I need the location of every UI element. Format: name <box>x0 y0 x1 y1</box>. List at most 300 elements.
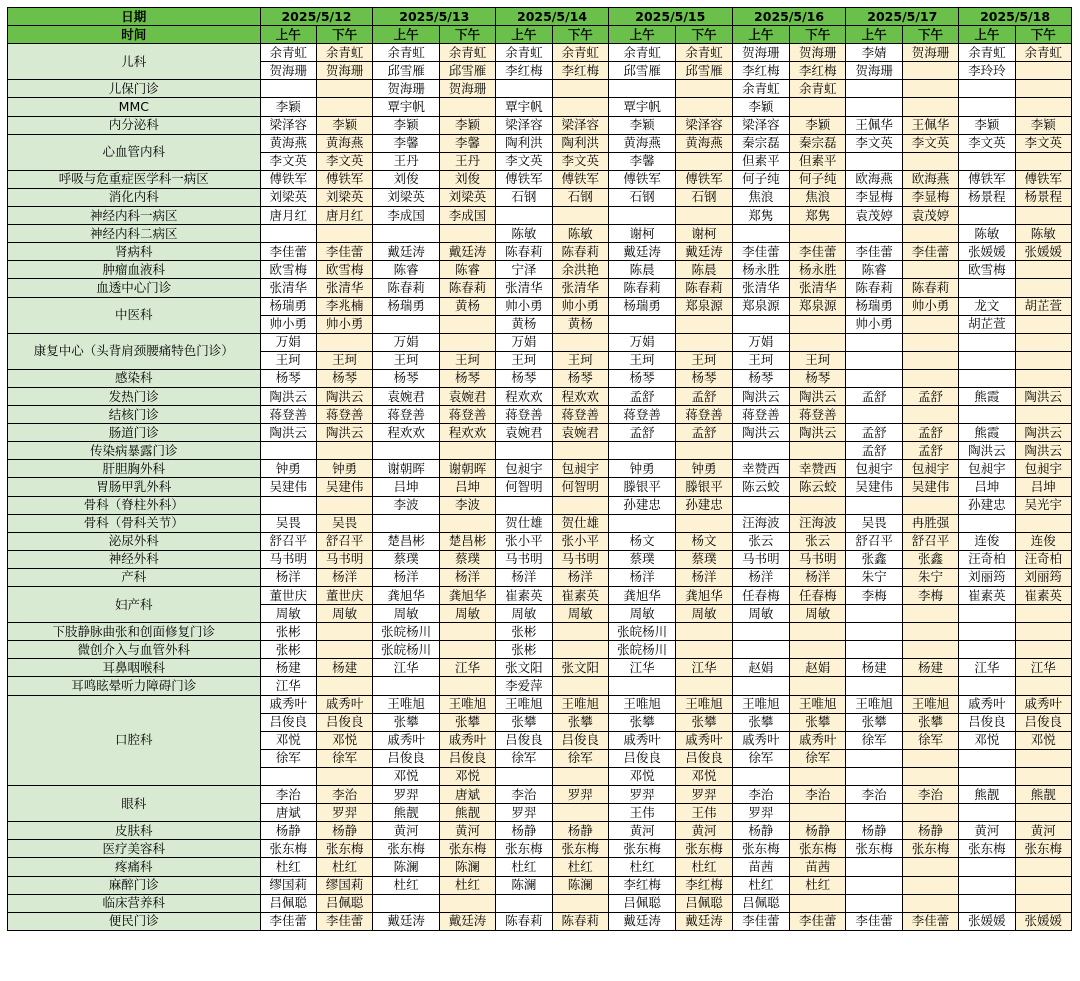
schedule-cell <box>1015 279 1071 297</box>
schedule-cell: 杨景程 <box>1015 188 1071 206</box>
schedule-cell: 张彬 <box>496 623 552 641</box>
schedule-cell: 李颖 <box>439 116 495 134</box>
schedule-cell <box>260 80 316 98</box>
schedule-cell: 李玲玲 <box>959 62 1015 80</box>
schedule-cell <box>846 406 902 424</box>
schedule-cell: 缪国莉 <box>260 876 316 894</box>
schedule-cell <box>902 80 958 98</box>
table-row <box>8 532 1072 550</box>
date-heading: 2025/5/15 <box>608 8 732 26</box>
schedule-cell: 赵娟 <box>732 659 789 677</box>
schedule-cell: 邓悦 <box>316 731 372 749</box>
schedule-cell: 王唯旭 <box>732 695 789 713</box>
schedule-cell: 杨瑞勇 <box>373 297 439 315</box>
schedule-cell <box>902 369 958 387</box>
schedule-cell: 万娟 <box>496 333 552 351</box>
schedule-cell: 郑隽 <box>732 207 789 225</box>
schedule-cell: 杨静 <box>316 822 372 840</box>
schedule-cell: 石钢 <box>608 188 675 206</box>
department-name: 耳鼻咽喉科 <box>8 659 261 677</box>
table-row <box>8 424 1072 442</box>
schedule-cell: 陶利洪 <box>552 134 608 152</box>
schedule-cell: 江华 <box>373 659 439 677</box>
schedule-cell <box>496 496 552 514</box>
schedule-cell <box>676 442 732 460</box>
schedule-cell: 张皖杨川 <box>373 641 439 659</box>
am-heading: 上午 <box>732 26 789 44</box>
schedule-cell: 周敏 <box>552 605 608 623</box>
pm-heading: 下午 <box>552 26 608 44</box>
schedule-body <box>8 44 1072 931</box>
schedule-cell: 周敏 <box>316 605 372 623</box>
schedule-cell: 吕坤 <box>959 478 1015 496</box>
schedule-cell: 焦浪 <box>790 188 846 206</box>
schedule-cell: 杨洋 <box>373 568 439 586</box>
table-row <box>8 876 1072 894</box>
schedule-cell: 梁泽容 <box>496 116 552 134</box>
am-heading: 上午 <box>846 26 902 44</box>
schedule-cell: 李佳蕾 <box>260 912 316 930</box>
am-heading: 上午 <box>496 26 552 44</box>
schedule-cell: 李馨 <box>439 134 495 152</box>
schedule-cell: 徐军 <box>316 749 372 767</box>
schedule-cell: 郑泉源 <box>676 297 732 315</box>
schedule-cell: 杨洋 <box>608 568 675 586</box>
schedule-cell <box>902 496 958 514</box>
schedule-cell: 蒋登善 <box>260 406 316 424</box>
schedule-cell: 孟舒 <box>902 387 958 405</box>
schedule-cell: 张清华 <box>732 279 789 297</box>
schedule-cell <box>959 514 1015 532</box>
schedule-cell: 张东梅 <box>608 840 675 858</box>
schedule-cell: 吕俊良 <box>316 713 372 731</box>
schedule-cell <box>959 804 1015 822</box>
schedule-cell: 舒召平 <box>260 532 316 550</box>
schedule-cell: 戚秀叶 <box>959 695 1015 713</box>
schedule-cell <box>260 225 316 243</box>
schedule-cell: 陈敏 <box>552 225 608 243</box>
schedule-cell: 杨洋 <box>732 568 789 586</box>
schedule-cell: 袁婉君 <box>373 387 439 405</box>
table-row <box>8 98 1072 116</box>
schedule-cell: 吕坤 <box>439 478 495 496</box>
schedule-cell: 邓悦 <box>439 767 495 785</box>
schedule-cell <box>902 749 958 767</box>
schedule-cell: 杨琴 <box>373 369 439 387</box>
schedule-cell: 孟舒 <box>846 424 902 442</box>
schedule-cell: 周敏 <box>373 605 439 623</box>
schedule-cell: 黄杨 <box>552 315 608 333</box>
schedule-cell: 熊霞 <box>959 387 1015 405</box>
schedule-cell: 黄河 <box>676 822 732 840</box>
schedule-cell <box>959 98 1015 116</box>
schedule-cell: 余青虹 <box>373 44 439 62</box>
schedule-cell: 马书明 <box>732 550 789 568</box>
schedule-cell <box>316 677 372 695</box>
schedule-cell: 邓悦 <box>260 731 316 749</box>
schedule-cell: 李红梅 <box>608 876 675 894</box>
date-heading: 2025/5/18 <box>959 8 1072 26</box>
schedule-cell <box>959 333 1015 351</box>
schedule-cell: 王丹 <box>439 152 495 170</box>
schedule-cell: 徐军 <box>552 749 608 767</box>
date-label: 日期 <box>8 8 261 26</box>
schedule-cell <box>552 767 608 785</box>
schedule-cell: 张皖杨川 <box>373 623 439 641</box>
schedule-cell: 李治 <box>260 786 316 804</box>
schedule-cell: 戚秀叶 <box>373 731 439 749</box>
schedule-cell: 陈澜 <box>552 876 608 894</box>
schedule-cell: 杜红 <box>790 876 846 894</box>
schedule-cell <box>1015 62 1071 80</box>
schedule-cell <box>790 225 846 243</box>
schedule-cell: 张东梅 <box>732 840 789 858</box>
schedule-cell <box>1015 207 1071 225</box>
schedule-cell: 张攀 <box>732 713 789 731</box>
schedule-cell: 李颖 <box>1015 116 1071 134</box>
pm-heading: 下午 <box>676 26 732 44</box>
schedule-cell: 蒋登善 <box>439 406 495 424</box>
schedule-cell: 张东梅 <box>1015 840 1071 858</box>
department-name: 耳鸣眩晕听力障碍门诊 <box>8 677 261 695</box>
schedule-cell: 万娟 <box>373 333 439 351</box>
schedule-cell: 吴建伟 <box>902 478 958 496</box>
schedule-cell: 钟勇 <box>676 460 732 478</box>
schedule-cell: 周敏 <box>790 605 846 623</box>
schedule-cell: 蒋登善 <box>316 406 372 424</box>
schedule-cell <box>902 62 958 80</box>
schedule-cell <box>1015 767 1071 785</box>
schedule-cell <box>496 207 552 225</box>
schedule-cell: 王珂 <box>676 351 732 369</box>
table-row <box>8 442 1072 460</box>
schedule-cell: 刘梁英 <box>260 188 316 206</box>
schedule-cell: 杨文 <box>676 532 732 550</box>
schedule-cell: 杨瑞勇 <box>260 297 316 315</box>
date-heading: 2025/5/17 <box>846 8 959 26</box>
schedule-cell <box>732 767 789 785</box>
schedule-cell: 郑隽 <box>790 207 846 225</box>
schedule-cell: 贺海珊 <box>260 62 316 80</box>
schedule-cell: 袁婉君 <box>496 424 552 442</box>
schedule-cell: 孟舒 <box>846 387 902 405</box>
department-name: 便民门诊 <box>8 912 261 930</box>
time-label: 时间 <box>8 26 261 44</box>
schedule-cell: 邱雪雁 <box>439 62 495 80</box>
schedule-cell: 王伟 <box>676 804 732 822</box>
schedule-cell: 唐斌 <box>260 804 316 822</box>
schedule-cell: 李佳蕾 <box>260 243 316 261</box>
schedule-cell: 李佳蕾 <box>732 243 789 261</box>
schedule-cell <box>902 315 958 333</box>
schedule-cell <box>373 894 439 912</box>
schedule-cell: 王唯旭 <box>790 695 846 713</box>
schedule-cell: 张彬 <box>260 641 316 659</box>
schedule-cell: 戴廷涛 <box>373 912 439 930</box>
table-row <box>8 641 1072 659</box>
schedule-cell: 帅小勇 <box>496 297 552 315</box>
schedule-cell: 傅铁军 <box>959 170 1015 188</box>
schedule-cell <box>902 623 958 641</box>
schedule-cell: 杜红 <box>439 876 495 894</box>
schedule-cell: 黄河 <box>439 822 495 840</box>
schedule-cell <box>552 804 608 822</box>
schedule-cell: 梁泽容 <box>260 116 316 134</box>
schedule-cell: 戚秀叶 <box>1015 695 1071 713</box>
schedule-cell <box>373 442 439 460</box>
schedule-cell: 张文阳 <box>496 659 552 677</box>
schedule-cell <box>1015 514 1071 532</box>
schedule-cell: 赵娟 <box>790 659 846 677</box>
schedule-cell: 陈春莉 <box>373 279 439 297</box>
schedule-cell: 余青虹 <box>608 44 675 62</box>
table-row <box>8 587 1072 605</box>
schedule-cell: 陈澜 <box>439 858 495 876</box>
schedule-cell: 王珂 <box>439 351 495 369</box>
schedule-cell: 李颖 <box>260 98 316 116</box>
table-row <box>8 207 1072 225</box>
schedule-cell: 舒召平 <box>846 532 902 550</box>
schedule-cell: 胡芷萱 <box>1015 297 1071 315</box>
table-row <box>8 297 1072 315</box>
schedule-cell: 罗羿 <box>552 786 608 804</box>
schedule-cell <box>608 207 675 225</box>
table-row <box>8 786 1072 804</box>
schedule-cell: 任春梅 <box>790 587 846 605</box>
schedule-cell: 舒召平 <box>316 532 372 550</box>
schedule-cell: 蔡璞 <box>373 550 439 568</box>
schedule-cell: 杨琴 <box>608 369 675 387</box>
schedule-cell: 徐军 <box>260 749 316 767</box>
schedule-cell: 王珂 <box>732 351 789 369</box>
schedule-cell: 李治 <box>790 786 846 804</box>
schedule-cell: 张攀 <box>552 713 608 731</box>
schedule-cell <box>790 894 846 912</box>
schedule-cell: 杨琴 <box>732 369 789 387</box>
schedule-cell: 孙建忠 <box>608 496 675 514</box>
department-name: 神经内科二病区 <box>8 225 261 243</box>
schedule-cell: 董世庆 <box>260 587 316 605</box>
schedule-cell: 杨建 <box>846 659 902 677</box>
schedule-cell: 袁茂婷 <box>846 207 902 225</box>
schedule-cell: 戚秀叶 <box>676 731 732 749</box>
schedule-cell: 陶洪云 <box>732 424 789 442</box>
schedule-cell: 陈敏 <box>959 225 1015 243</box>
department-name: 疼痛科 <box>8 858 261 876</box>
schedule-cell <box>676 641 732 659</box>
schedule-cell: 蒋登善 <box>552 406 608 424</box>
schedule-cell <box>1015 605 1071 623</box>
schedule-cell <box>1015 406 1071 424</box>
schedule-cell: 包昶宇 <box>959 460 1015 478</box>
department-name: 肝胆胸外科 <box>8 460 261 478</box>
schedule-cell <box>902 641 958 659</box>
schedule-cell: 李文英 <box>902 134 958 152</box>
schedule-cell <box>260 442 316 460</box>
department-name: 内分泌科 <box>8 116 261 134</box>
schedule-cell: 徐军 <box>790 749 846 767</box>
schedule-cell: 袁婉君 <box>439 387 495 405</box>
schedule-cell <box>902 152 958 170</box>
schedule-cell <box>439 894 495 912</box>
schedule-cell: 万娟 <box>732 333 789 351</box>
schedule-cell: 马书明 <box>260 550 316 568</box>
schedule-cell: 何智明 <box>552 478 608 496</box>
date-heading: 2025/5/16 <box>732 8 846 26</box>
schedule-cell: 舒召平 <box>902 532 958 550</box>
schedule-cell <box>790 315 846 333</box>
department-name: 皮肤科 <box>8 822 261 840</box>
schedule-cell: 李文英 <box>959 134 1015 152</box>
schedule-cell: 余青虹 <box>1015 44 1071 62</box>
schedule-cell: 王珂 <box>496 351 552 369</box>
schedule-cell: 谢柯 <box>676 225 732 243</box>
schedule-cell: 王唯旭 <box>496 695 552 713</box>
schedule-cell: 戴廷涛 <box>439 912 495 930</box>
schedule-cell: 吕俊良 <box>1015 713 1071 731</box>
schedule-cell: 汪奇柏 <box>1015 550 1071 568</box>
time-header-row <box>8 26 1072 44</box>
schedule-cell <box>676 514 732 532</box>
schedule-cell: 陈敏 <box>1015 225 1071 243</box>
schedule-cell: 王唯旭 <box>902 695 958 713</box>
schedule-cell: 江华 <box>959 659 1015 677</box>
schedule-cell: 江华 <box>439 659 495 677</box>
pm-heading: 下午 <box>790 26 846 44</box>
schedule-cell: 程欢欢 <box>373 424 439 442</box>
schedule-cell: 钟勇 <box>316 460 372 478</box>
schedule-cell: 余青虹 <box>676 44 732 62</box>
table-row <box>8 677 1072 695</box>
schedule-cell: 张媛媛 <box>959 243 1015 261</box>
department-name: 神经外科 <box>8 550 261 568</box>
schedule-cell: 陈晨 <box>608 261 675 279</box>
schedule-cell: 李波 <box>439 496 495 514</box>
schedule-cell: 幸赞西 <box>732 460 789 478</box>
schedule-cell: 陈春莉 <box>902 279 958 297</box>
schedule-cell: 李馨 <box>373 134 439 152</box>
schedule-cell: 李红梅 <box>496 62 552 80</box>
schedule-cell <box>959 406 1015 424</box>
schedule-cell <box>439 333 495 351</box>
schedule-cell <box>373 225 439 243</box>
table-row <box>8 116 1072 134</box>
schedule-cell <box>1015 315 1071 333</box>
schedule-cell: 罗羿 <box>732 804 789 822</box>
pm-heading: 下午 <box>902 26 958 44</box>
schedule-cell: 但素平 <box>790 152 846 170</box>
schedule-cell: 李显梅 <box>902 188 958 206</box>
schedule-cell: 邱雪雁 <box>608 62 675 80</box>
schedule-cell: 李文英 <box>496 152 552 170</box>
schedule-cell: 李红梅 <box>790 62 846 80</box>
schedule-cell <box>1015 858 1071 876</box>
schedule-cell: 杨琴 <box>439 369 495 387</box>
schedule-cell: 陈睿 <box>846 261 902 279</box>
schedule-cell: 杨洋 <box>676 568 732 586</box>
schedule-cell: 包昶宇 <box>846 460 902 478</box>
schedule-cell: 黄海燕 <box>676 134 732 152</box>
date-heading: 2025/5/13 <box>373 8 496 26</box>
schedule-cell: 陶洪云 <box>732 387 789 405</box>
schedule-cell: 杨瑞勇 <box>608 297 675 315</box>
schedule-cell: 陈春莉 <box>552 912 608 930</box>
schedule-cell: 张东梅 <box>316 840 372 858</box>
schedule-cell: 吕俊良 <box>260 713 316 731</box>
schedule-cell: 何智明 <box>496 478 552 496</box>
schedule-cell: 陈睿 <box>373 261 439 279</box>
schedule-cell: 龚旭华 <box>373 587 439 605</box>
schedule-cell: 帅小勇 <box>552 297 608 315</box>
schedule-cell: 邱雪雁 <box>676 62 732 80</box>
schedule-cell <box>902 333 958 351</box>
schedule-cell: 李红梅 <box>732 62 789 80</box>
department-name: 肾病科 <box>8 243 261 261</box>
schedule-cell: 孟舒 <box>676 424 732 442</box>
schedule-cell: 李红梅 <box>676 876 732 894</box>
schedule-cell <box>260 496 316 514</box>
schedule-cell: 何子纯 <box>790 170 846 188</box>
schedule-cell: 张小平 <box>496 532 552 550</box>
schedule-cell <box>790 767 846 785</box>
schedule-cell: 李显梅 <box>846 188 902 206</box>
schedule-cell: 余青虹 <box>732 80 789 98</box>
schedule-cell: 李梅 <box>846 587 902 605</box>
department-name: 肠道门诊 <box>8 424 261 442</box>
schedule-cell: 吕坤 <box>1015 478 1071 496</box>
schedule-cell: 王珂 <box>552 351 608 369</box>
schedule-cell: 程欢欢 <box>439 424 495 442</box>
schedule-cell: 张东梅 <box>552 840 608 858</box>
schedule-cell: 石钢 <box>496 188 552 206</box>
schedule-cell <box>959 876 1015 894</box>
schedule-cell: 胡芷萱 <box>959 315 1015 333</box>
schedule-cell: 苗茜 <box>732 858 789 876</box>
schedule-cell: 杨洋 <box>316 568 372 586</box>
schedule-cell: 陶洪云 <box>316 387 372 405</box>
schedule-cell: 杨洋 <box>790 568 846 586</box>
schedule-cell: 汪海波 <box>732 514 789 532</box>
schedule-cell <box>260 767 316 785</box>
table-row <box>8 243 1072 261</box>
schedule-cell: 龚旭华 <box>439 587 495 605</box>
schedule-cell: 蒋登善 <box>608 406 675 424</box>
department-name: 临床营养科 <box>8 894 261 912</box>
schedule-cell: 徐军 <box>846 731 902 749</box>
schedule-cell <box>676 333 732 351</box>
schedule-cell: 李波 <box>373 496 439 514</box>
department-name: 泌尿外科 <box>8 532 261 550</box>
schedule-cell <box>732 315 789 333</box>
schedule-cell <box>959 749 1015 767</box>
schedule-cell: 邓悦 <box>1015 731 1071 749</box>
schedule-cell <box>959 207 1015 225</box>
schedule-cell <box>552 333 608 351</box>
schedule-cell: 吕俊良 <box>496 731 552 749</box>
schedule-cell: 余洪艳 <box>552 261 608 279</box>
schedule-cell: 罗羿 <box>676 786 732 804</box>
schedule-cell: 陈澜 <box>373 858 439 876</box>
schedule-cell: 汪海波 <box>790 514 846 532</box>
schedule-cell: 崔素英 <box>496 587 552 605</box>
schedule-cell: 龙文 <box>959 297 1015 315</box>
schedule-cell <box>902 225 958 243</box>
schedule-cell: 张东梅 <box>902 840 958 858</box>
schedule-cell: 黄杨 <box>496 315 552 333</box>
department-name: 消化内科 <box>8 188 261 206</box>
schedule-cell: 幸赞西 <box>790 460 846 478</box>
schedule-cell: 欧海燕 <box>846 170 902 188</box>
